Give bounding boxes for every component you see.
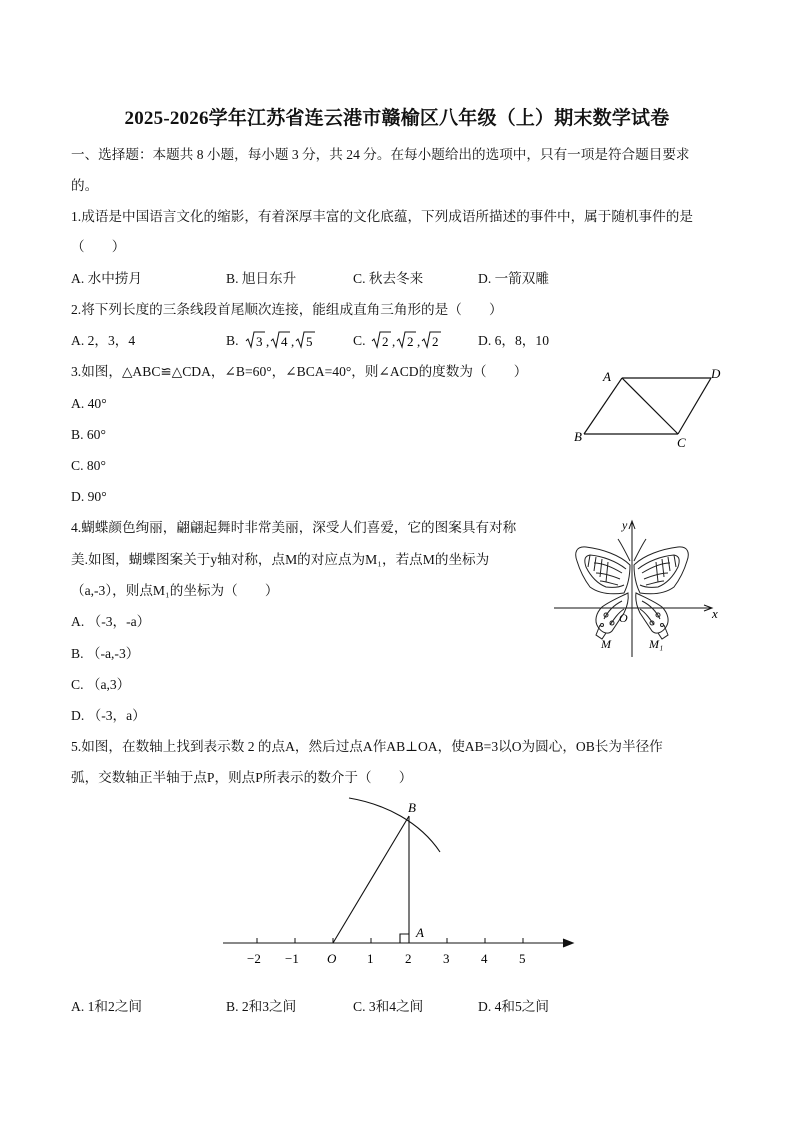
- q5-label-b: B: [408, 800, 416, 815]
- q2-option-b: [226, 331, 238, 351]
- q5-tick-label: −1: [285, 951, 299, 966]
- q2-b-value-3: 5: [306, 334, 313, 349]
- q4-label-m: M: [601, 637, 611, 651]
- q5-label-a: A: [416, 925, 424, 940]
- q3-parallelogram-figure: [570, 362, 730, 452]
- q2-b-value-2: 4: [281, 334, 288, 349]
- q3-segment-cd: [678, 378, 711, 434]
- q4-option-c: C. （a,3）: [71, 677, 131, 692]
- section-header-line2: 的。: [71, 178, 99, 193]
- q5-tick-label: −2: [247, 951, 261, 966]
- q2-option-c-radicals: [370, 326, 450, 352]
- q2-stem: 2.将下列长度的三条线段首尾顺次连接，能组成直角三角形的是（ ）: [71, 302, 503, 317]
- q5-number-line-figure: [215, 790, 585, 970]
- q2-c-value-2: 2: [407, 334, 414, 349]
- q4-stem-line3: （a,-3），则点M₁的坐标为（ ）: [71, 583, 279, 598]
- q4-option-a: A. （-3，-a）: [71, 614, 151, 629]
- q5-tick-label: 5: [519, 951, 526, 966]
- q4-stem-line2: 美.如图，蝴蝶图案关于y轴对称，点M的对应点为M₁，若点M的坐标为: [71, 552, 490, 567]
- q1-option-d: D. 一箭双雕: [478, 271, 549, 286]
- q3-option-c: C. 80°: [71, 458, 106, 473]
- q4-label-m1: M₁: [649, 637, 664, 651]
- q5-tick-label: 4: [481, 951, 488, 966]
- q1-stem-line1: 1.成语是中国语言文化的缩影，有着深厚丰富的文化底蕴，下列成语所描述的事件中，属于随机事件的是: [71, 209, 693, 224]
- q5-tick-label: 3: [443, 951, 450, 966]
- q2-c-comma-1: ,: [392, 334, 396, 349]
- q2-c-comma-2: ,: [417, 334, 421, 349]
- q2-c-value-3: 2: [432, 334, 439, 349]
- q5-right-angle-mark: [400, 934, 409, 943]
- q4-label-x: x: [712, 606, 718, 621]
- q1-stem-line2: （ ）: [71, 239, 126, 254]
- q5-axis-arrow: [563, 939, 573, 947]
- q3-option-d: D. 90°: [71, 489, 107, 504]
- q3-label-b: B: [574, 429, 582, 444]
- q3-segment-ac: [622, 378, 678, 434]
- q2-b-comma-2: ,: [291, 334, 295, 349]
- q5-ticks: [257, 938, 523, 943]
- q2-option-c-label: C.: [353, 333, 366, 348]
- q2-b-value-1: 3: [256, 334, 263, 349]
- q5-option-c: C. 3和4之间: [353, 999, 424, 1014]
- q2-c-value-1: 2: [382, 334, 389, 349]
- q1-option-c: C. 秋去冬来: [353, 271, 424, 286]
- q4-option-d: D. （-3，a）: [71, 708, 146, 723]
- q1-option-a: A. 水中捞月: [71, 271, 142, 286]
- q5-tick-label: 2: [405, 951, 412, 966]
- q4-butterfly-figure: [550, 515, 730, 665]
- q5-tick-label: 1: [367, 951, 374, 966]
- q3-label-c: C: [677, 435, 686, 450]
- q3-option-b: B. 60°: [71, 427, 106, 442]
- q5-stem-line2: 弧，交数轴正半轴于点P，则点P所表示的数介于（ ）: [71, 770, 413, 785]
- q3-option-a: A. 40°: [71, 396, 107, 411]
- q4-option-b: B. （-a,-3）: [71, 646, 140, 661]
- page-title: 2025-2026学年江苏省连云港市赣榆区八年级（上）期末数学试卷: [124, 108, 670, 129]
- q5-option-d: D. 4和5之间: [478, 999, 549, 1014]
- section-header-line1: 一、选择题：本题共 8 小题，每小题 3 分，共 24 分。在每小题给出的选项中，只有一项是符合题目要求: [71, 147, 690, 162]
- q4-stem-line1: 4.蝴蝶颜色绚丽，翩翩起舞时非常美丽，深受人们喜爱，它的图案具有对称: [71, 520, 517, 535]
- q5-option-a: A. 1和2之间: [71, 999, 142, 1014]
- q5-segment-ob: [333, 816, 409, 943]
- q2-option-b-radicals: [244, 326, 324, 352]
- q1-option-b: B. 旭日东升: [226, 271, 297, 286]
- q2-option-b-label: B.: [226, 333, 239, 348]
- q3-segment-ab: [584, 378, 622, 434]
- q3-stem: 3.如图，△ABC≌△CDA，∠B=60°，∠BCA=40°，则∠ACD的度数为（ ）: [71, 364, 528, 379]
- q4-label-origin: O: [619, 611, 628, 625]
- q5-stem-line1: 5.如图，在数轴上找到表示数 2 的点A，然后过点A作AB⊥OA，使AB=3以O为圆心，OB长为半径作: [71, 739, 663, 754]
- q5-tick-label: O: [327, 951, 337, 966]
- q5-arc: [349, 798, 440, 852]
- q5-option-b: B. 2和3之间: [226, 999, 297, 1014]
- q2-option-d: D. 6，8，10: [478, 333, 549, 348]
- q3-label-a: A: [603, 369, 611, 384]
- q2-option-c: [353, 331, 365, 351]
- q2-option-a: A. 2，3，4: [71, 333, 136, 348]
- q2-b-comma-1: ,: [266, 334, 270, 349]
- q4-label-y: y: [622, 518, 628, 532]
- q3-label-d: D: [711, 366, 721, 381]
